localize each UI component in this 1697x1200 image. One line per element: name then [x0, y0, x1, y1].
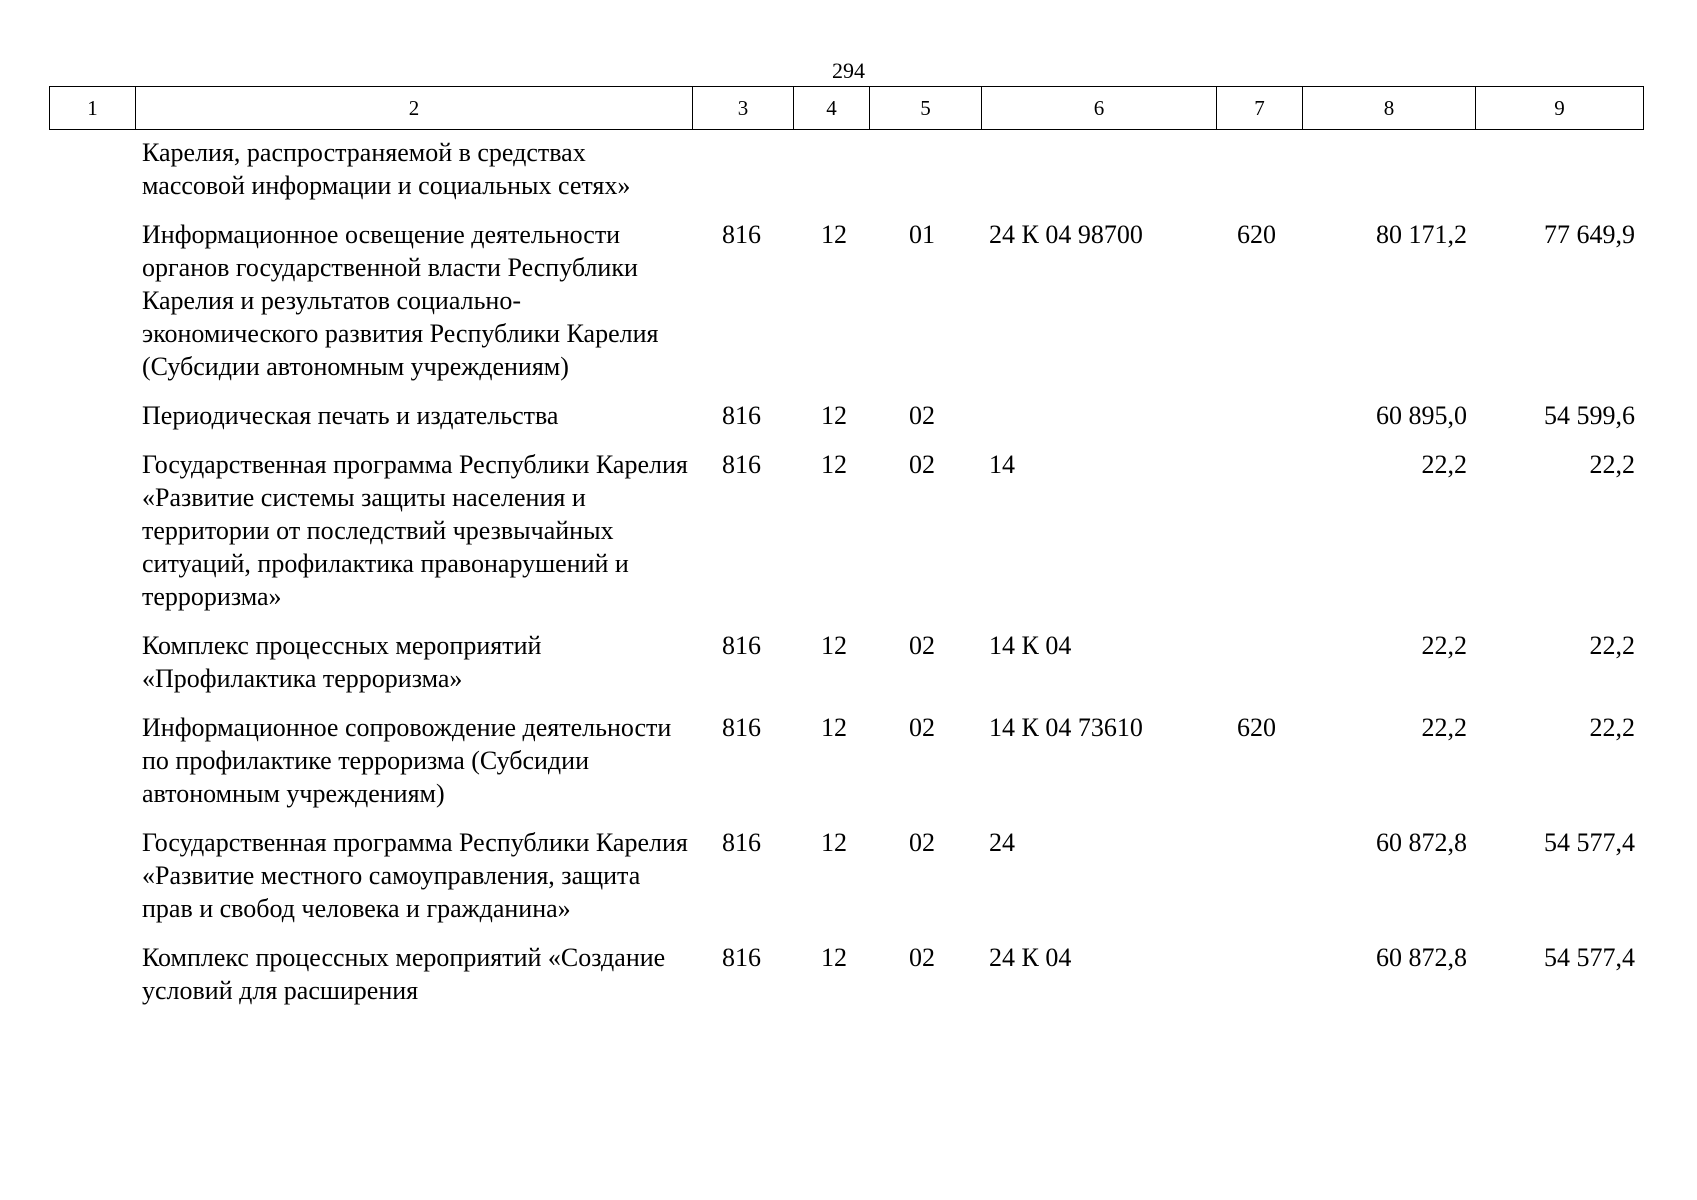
row-col4: 12 [821, 220, 847, 249]
row-name: Комплекс процессных мероприятий «Профилактика терроризма» [142, 631, 542, 693]
row-col5 [869, 136, 981, 218]
row-col4: 12 [821, 631, 847, 660]
row-col6: 24 [989, 828, 1015, 857]
row-col5: 02 [909, 450, 935, 479]
budget-table [49, 136, 1643, 1023]
row-col6: 24 К 04 98700 [989, 220, 1143, 249]
row-col3: 816 [722, 828, 761, 857]
row-col9 [1475, 136, 1643, 218]
row-col1 [49, 941, 135, 1023]
header-row [50, 87, 1644, 130]
row-col6: 14 [989, 450, 1015, 479]
row-col4: 12 [821, 450, 847, 479]
page-number: 294 [832, 58, 865, 83]
table-row [49, 941, 1643, 1023]
column-header-table [49, 86, 1644, 130]
row-col4: 12 [821, 401, 847, 430]
row-col1 [49, 218, 135, 399]
row-col9: 54 599,6 [1544, 401, 1635, 430]
row-col5: 01 [909, 220, 935, 249]
row-col6 [981, 399, 1216, 448]
row-col5: 02 [909, 401, 935, 430]
row-col1 [49, 136, 135, 218]
row-col7 [1216, 399, 1302, 448]
header-cell-4: 4 [794, 87, 870, 130]
row-col1 [49, 629, 135, 711]
row-col1 [49, 826, 135, 941]
row-col5: 02 [909, 631, 935, 660]
row-col7 [1216, 941, 1302, 1023]
row-col8: 22,2 [1421, 450, 1467, 479]
row-col8: 22,2 [1421, 713, 1467, 742]
row-col1 [49, 399, 135, 448]
row-name: Государственная программа Республики Карелия «Развитие системы защиты населения и территории от последствий чрезвычайных ситуаций, профилактика правонарушений и терроризма» [142, 450, 688, 611]
row-col9: 54 577,4 [1544, 943, 1635, 972]
row-col8: 60 895,0 [1376, 401, 1467, 430]
header-cell-8: 8 [1303, 87, 1476, 130]
row-col1 [49, 448, 135, 629]
header-cell-5: 5 [870, 87, 982, 130]
header-cell-6: 6 [982, 87, 1217, 130]
row-col5: 02 [909, 828, 935, 857]
row-col5: 02 [909, 713, 935, 742]
row-col4: 12 [821, 828, 847, 857]
row-col6: 14 К 04 [989, 631, 1072, 660]
row-col3 [692, 136, 793, 218]
row-col1 [49, 711, 135, 826]
row-col8: 22,2 [1421, 631, 1467, 660]
header-cell-1: 1 [50, 87, 136, 130]
row-col3: 816 [722, 631, 761, 660]
table-row [49, 136, 1643, 218]
row-col7 [1216, 136, 1302, 218]
row-col7 [1216, 826, 1302, 941]
row-col4 [793, 136, 869, 218]
row-col7: 620 [1237, 713, 1276, 742]
row-col8: 60 872,8 [1376, 943, 1467, 972]
row-col9: 22,2 [1589, 713, 1635, 742]
row-name: Периодическая печать и издательства [142, 401, 559, 430]
table-row [49, 218, 1643, 399]
row-name: Карелия, распространяемой в средствах массовой информации и социальных сетях» [142, 138, 631, 200]
row-col9: 22,2 [1589, 450, 1635, 479]
row-col9: 54 577,4 [1544, 828, 1635, 857]
row-col3: 816 [722, 220, 761, 249]
row-col7 [1216, 629, 1302, 711]
row-col7 [1216, 448, 1302, 629]
row-col3: 816 [722, 450, 761, 479]
row-col3: 816 [722, 401, 761, 430]
row-col7: 620 [1237, 220, 1276, 249]
table-row [49, 711, 1643, 826]
row-col4: 12 [821, 943, 847, 972]
table-row [49, 629, 1643, 711]
table-row [49, 826, 1643, 941]
row-col3: 816 [722, 943, 761, 972]
row-col6: 24 К 04 [989, 943, 1072, 972]
row-col6 [981, 136, 1216, 218]
row-name: Комплекс процессных мероприятий «Создание условий для расширения [142, 943, 666, 1005]
row-name: Информационное сопровождение деятельности по профилактике терроризма (Субсидии автономным учреждениям) [142, 713, 672, 808]
row-name: Информационное освещение деятельности органов государственной власти Республики Карелия и результатов социально-экономического развития Республики Карелия (Субсидии автономным учреждениям) [142, 220, 659, 381]
row-col3: 816 [722, 713, 761, 742]
table-row [49, 448, 1643, 629]
header-cell-3: 3 [693, 87, 794, 130]
row-col9: 22,2 [1589, 631, 1635, 660]
row-col9: 77 649,9 [1544, 220, 1635, 249]
row-col4: 12 [821, 713, 847, 742]
table-row [49, 399, 1643, 448]
row-col8 [1302, 136, 1475, 218]
row-col8: 60 872,8 [1376, 828, 1467, 857]
row-col5: 02 [909, 943, 935, 972]
row-col8: 80 171,2 [1376, 220, 1467, 249]
row-name: Государственная программа Республики Карелия «Развитие местного самоуправления, защита прав и свобод человека и гражданина» [142, 828, 688, 923]
header-cell-7: 7 [1217, 87, 1303, 130]
header-cell-9: 9 [1476, 87, 1644, 130]
row-col6: 14 К 04 73610 [989, 713, 1143, 742]
header-cell-2: 2 [136, 87, 693, 130]
